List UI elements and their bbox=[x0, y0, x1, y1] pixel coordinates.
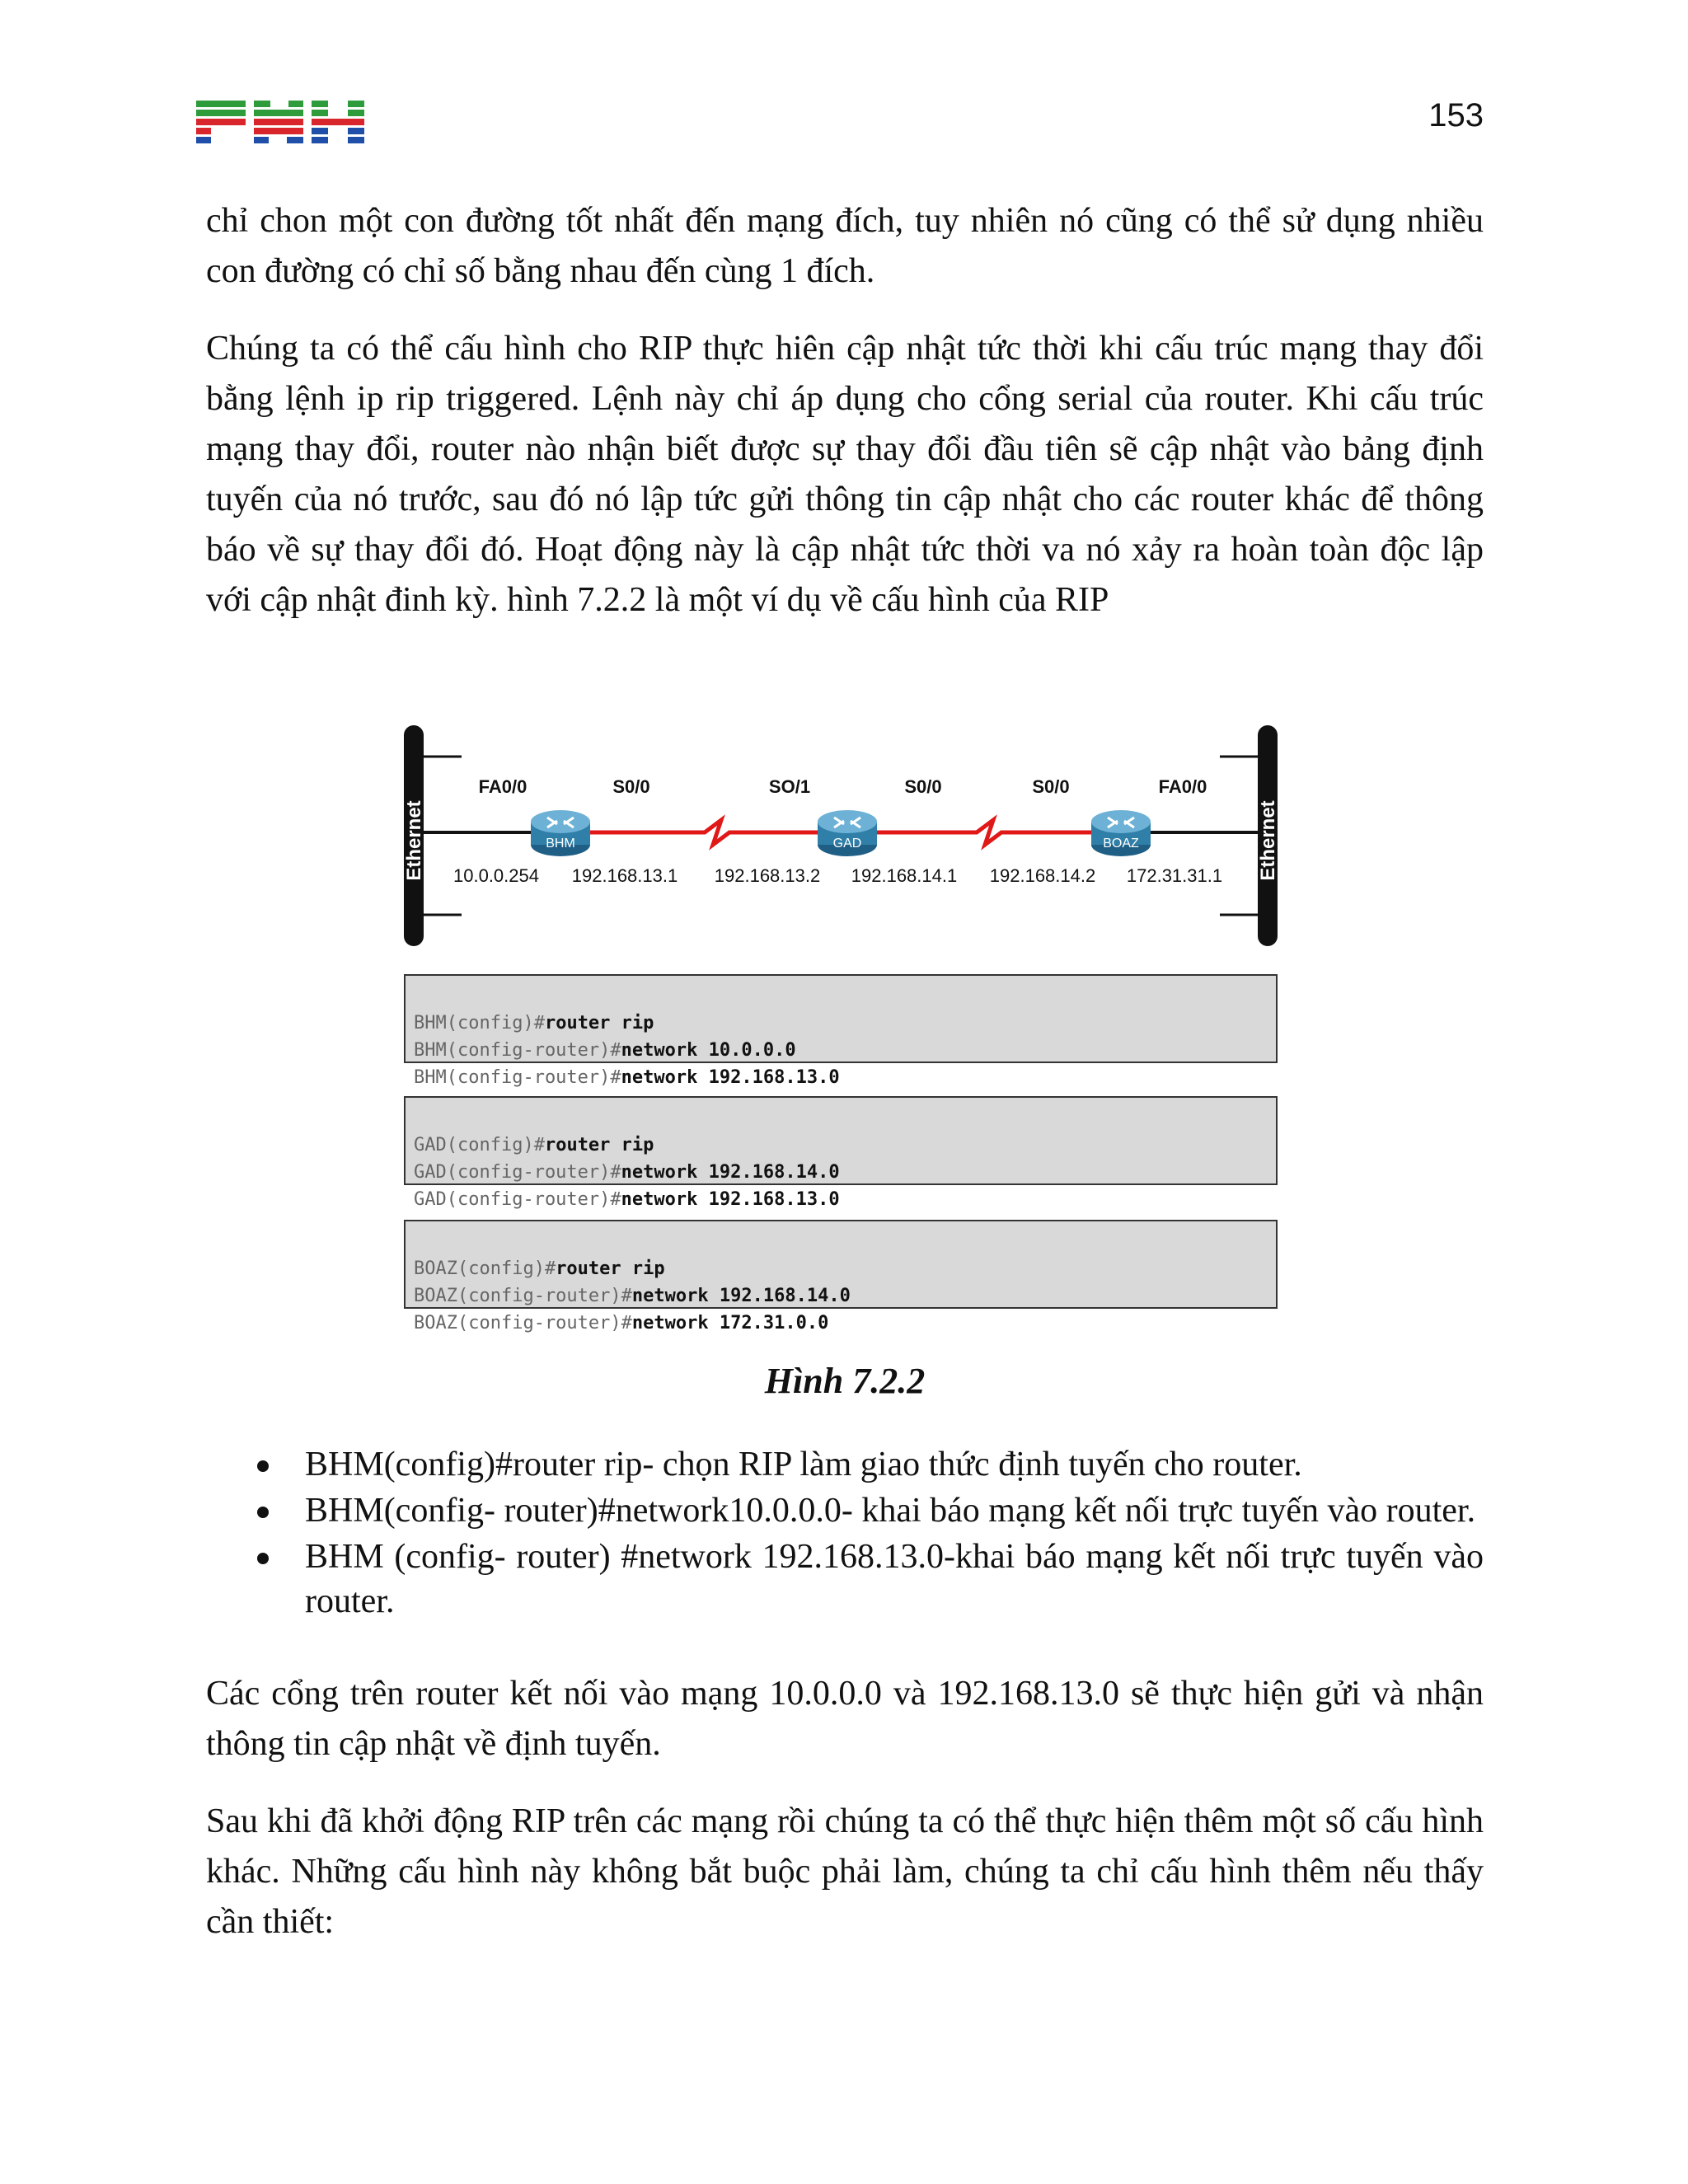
interface-label: FA0/0 bbox=[1158, 776, 1207, 797]
bullet-dot-icon bbox=[257, 1507, 269, 1518]
ethernet-label-left: Ethernet bbox=[403, 800, 425, 881]
page-number: 153 bbox=[1428, 97, 1484, 134]
router-gad-icon bbox=[818, 810, 877, 856]
config-box-bhm bbox=[404, 974, 1278, 1088]
address-label: 192.168.14.2 bbox=[989, 865, 1096, 886]
address-label: 192.168.14.1 bbox=[851, 865, 958, 886]
config-line: BHM(config)#router rip bbox=[414, 1013, 654, 1033]
ethernet-label-right: Ethernet bbox=[1257, 800, 1279, 881]
rip-network-diagram bbox=[396, 717, 1286, 948]
bullet-item: BHM(config- router)#network10.0.0.0- khai báo mạng kết nối trực tuyến vào router. bbox=[206, 1488, 1484, 1533]
address-label: 192.168.13.2 bbox=[714, 865, 821, 886]
pnh-logo bbox=[196, 101, 364, 145]
router-label-boaz: BOAZ bbox=[1103, 837, 1139, 851]
config-line: BOAZ(config)#router rip bbox=[414, 1258, 665, 1279]
bullet-dot-icon bbox=[257, 1553, 269, 1564]
router-label-gad: GAD bbox=[832, 837, 862, 851]
config-box-boaz bbox=[404, 1220, 1278, 1333]
bullet-item: BHM(config)#router rip- chọn RIP làm giao thức định tuyến cho router. bbox=[206, 1442, 1484, 1487]
serial-link-bhm-gad bbox=[589, 820, 828, 845]
pnh-logo-h bbox=[312, 101, 364, 143]
interface-label: SO/1 bbox=[768, 776, 811, 797]
paragraph-intro: chỉ chon một con đường tốt nhất đến mạng đích, tuy nhiên nó cũng có thể sử dụng nhiều con đường có chỉ số bằng nhau đến cùng 1 đích. bbox=[206, 202, 1484, 290]
config-line: BOAZ(config-router)#network 172.31.0.0 bbox=[414, 1313, 829, 1333]
address-label: 10.0.0.254 bbox=[453, 865, 539, 886]
interface-label: FA0/0 bbox=[478, 776, 528, 797]
bullet-item: BHM (config- router) #network 192.168.13.0-khai báo mạng kết nối trực tuyến vào router. bbox=[206, 1535, 1484, 1624]
serial-link-gad-boaz bbox=[865, 820, 1092, 845]
router-label-bhm: BHM bbox=[546, 837, 575, 851]
config-line: GAD(config-router)#network 192.168.14.0 bbox=[414, 1162, 840, 1183]
config-line: GAD(config)#router rip bbox=[414, 1135, 654, 1155]
address-label: 172.31.31.1 bbox=[1126, 865, 1223, 886]
paragraph-ports: Các cổng trên router kết nối vào mạng 10.0.0.0 và 192.168.13.0 sẽ thực hiện gửi và nhận thông tin cập nhật về định tuyến. bbox=[206, 1675, 1484, 1763]
config-line: GAD(config-router)#network 192.168.13.0 bbox=[414, 1189, 840, 1210]
bullet-list bbox=[206, 1442, 1484, 1625]
config-line: BHM(config-router)#network 192.168.13.0 bbox=[414, 1067, 840, 1088]
router-bhm-icon bbox=[531, 810, 590, 856]
paragraph-optional-config: Sau khi đã khởi động RIP trên các mạng rồi chúng ta có thể thực hiện thêm một số cấu hình khác. Những cấu hình này không bắt buộc phải làm, chúng ta chỉ cấu hình thêm nếu thấy cần thiết: bbox=[206, 1802, 1484, 1941]
address-label: 192.168.13.1 bbox=[571, 865, 678, 886]
paragraph-triggered-update: Chúng ta có thể cấu hình cho RIP thực hiên cập nhật tức thời khi cấu trúc mạng thay đổi bằng lệnh ip rip triggered. Lệnh này chỉ áp dụng cho cổng serial của router. Khi cấu trúc mạng thay đổi, router nào nhận biết được sự thay đổi đầu tiên sẽ cập nhật vào bảng định tuyến của nó trước, sau đó nó lập tức gửi thông tin cập nhật cho các router khác để thông báo về sự thay đổi đó. Hoạt động này là cập nhật tức thời va nó xảy ra hoàn toàn độc lập với cập nhật đinh kỳ. hình 7.2.2 là một ví dụ về cấu hình của RIP bbox=[206, 330, 1484, 619]
config-line: BOAZ(config-router)#network 192.168.14.0 bbox=[414, 1286, 851, 1306]
bullet-dot-icon bbox=[257, 1460, 269, 1472]
pnh-logo-n bbox=[254, 101, 303, 143]
interface-label: S0/0 bbox=[612, 776, 650, 797]
interface-label: S0/0 bbox=[904, 776, 942, 797]
pnh-logo-p bbox=[196, 101, 246, 143]
figure-caption: Hình 7.2.2 bbox=[764, 1361, 926, 1401]
router-boaz-icon bbox=[1091, 810, 1151, 856]
interface-label: S0/0 bbox=[1032, 776, 1070, 797]
config-line: BHM(config-router)#network 10.0.0.0 bbox=[414, 1040, 796, 1061]
config-box-gad bbox=[404, 1096, 1278, 1210]
